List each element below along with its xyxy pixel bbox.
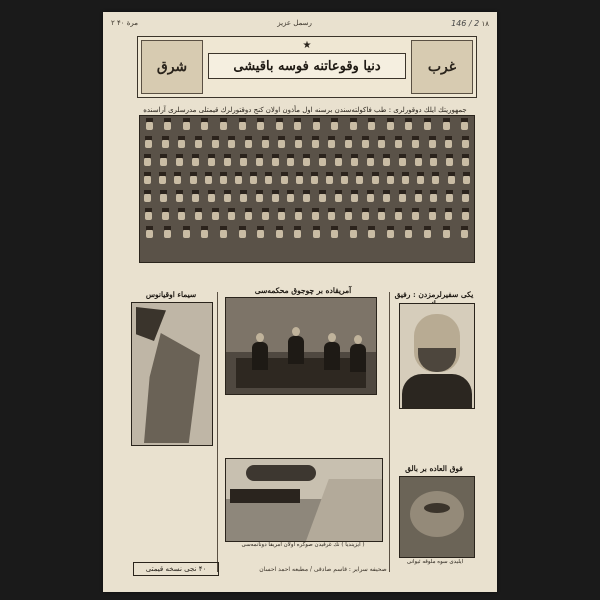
masthead-title: دنیا وقوعاتنه فوسه باقیشی xyxy=(208,53,406,79)
star-icon: ★ xyxy=(302,40,312,51)
seal-caption: ایلیدی سوه ملوقه ئیوانی xyxy=(406,559,464,565)
printer-credit: صحیفه سرایر : قاسم صادقی / مطبعه احمد احسان xyxy=(259,566,387,573)
battleship-photo xyxy=(225,458,383,542)
group-photo xyxy=(139,115,475,263)
publication-name: رسمل عزیز xyxy=(277,19,312,27)
group-photo-caption: جمهوریتك ایلك دوقورلری : طب فاكولته‌سندن برسنه اول مأذون اولان كنج دوقتورلرك قیمتلی مدرسلری آراسنده xyxy=(143,106,467,114)
issue-number: ۲ مرة ۴۰ xyxy=(111,19,139,27)
portrait-section-title: یكی سفیرلرمزدن : رفیق xyxy=(394,290,474,299)
cliff-article-text xyxy=(131,450,213,558)
court-article-text xyxy=(225,398,377,456)
portrait-article-text xyxy=(397,412,475,460)
cliff-section-title: سیماء اوقیانوس xyxy=(145,290,197,299)
page-number: ۱۸ xyxy=(481,19,489,28)
column-divider-right xyxy=(389,292,390,572)
handwritten-note: 146 / 2 xyxy=(451,18,480,28)
court-section-title: آمریقاده بر چوجوق محكمه‌سی xyxy=(254,286,352,295)
masthead-east-panel: شرق xyxy=(141,40,203,94)
column-divider-left xyxy=(217,292,218,572)
masthead xyxy=(137,36,477,98)
page-header xyxy=(111,16,489,30)
cliff-photo xyxy=(131,302,213,446)
group-article-text xyxy=(139,264,473,286)
court-photo xyxy=(225,297,377,395)
newspaper-page xyxy=(103,12,497,592)
ship-caption: ( ایزیندیا ) نك غرقیدن صوكره اولان آمریقا دونانمه‌سی xyxy=(241,542,365,548)
seal-section-title: فوق العاده بر بالق xyxy=(405,464,463,473)
portrait-photo xyxy=(399,303,475,409)
masthead-west-panel: غرب xyxy=(411,40,473,94)
price-box: ۴۰ نجی نسخه قیمتی xyxy=(133,562,219,576)
seal-photo xyxy=(399,476,475,558)
